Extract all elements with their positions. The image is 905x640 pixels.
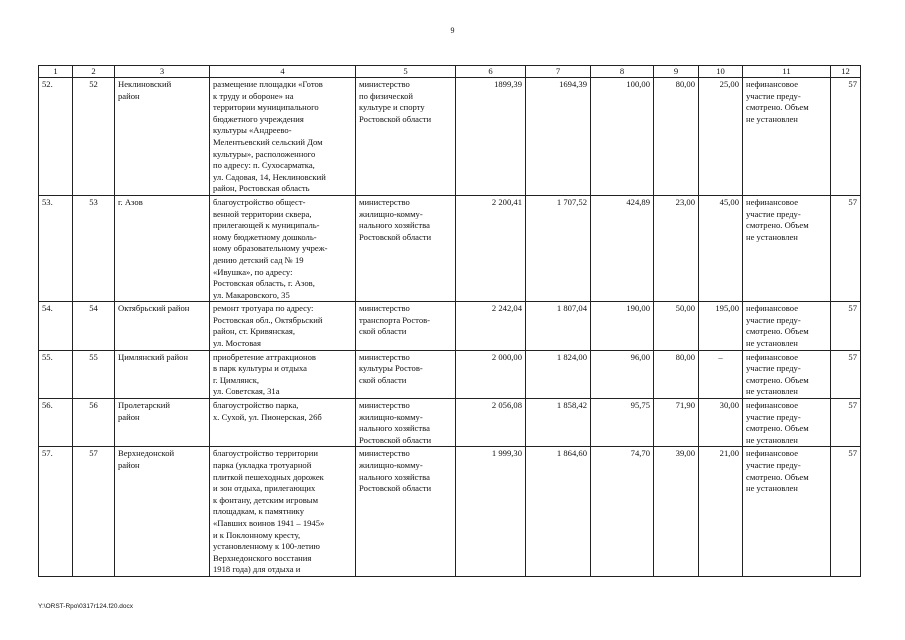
value-col6: 1 999,30 [456,447,526,577]
district-cell: Верхнедонской район [115,447,210,577]
col-header-1: 1 [39,66,73,78]
col12-cell: 57 [831,78,861,196]
col12-cell: 57 [831,195,861,301]
row-number: 57 [73,447,115,577]
value-col7: 1 858,42 [526,399,591,447]
value-col9: 80,00 [654,350,699,398]
value-col6: 2 200,41 [456,195,526,301]
row-index: 56. [39,399,73,447]
row-index: 57. [39,447,73,577]
district-cell: г. Азов [115,195,210,301]
row-index: 52. [39,78,73,196]
value-col9: 80,00 [654,78,699,196]
value-col9: 50,00 [654,302,699,350]
note-cell: нефинансовое участие преду- смотрено. Объем не установлен [743,447,831,577]
col-header-10: 10 [699,66,743,78]
col-header-11: 11 [743,66,831,78]
ministry-cell: министерство жилищно-комму- нального хозяйства Ростовской области [356,195,456,301]
value-col8: 96,00 [591,350,654,398]
value-col10: 195,00 [699,302,743,350]
col-header-8: 8 [591,66,654,78]
row-number: 54 [73,302,115,350]
district-cell: Октябрьский район [115,302,210,350]
row-number: 56 [73,399,115,447]
value-col6: 1899,39 [456,78,526,196]
ministry-cell: министерство жилищно-комму- нального хозяйства Ростовской области [356,399,456,447]
value-col9: 71,90 [654,399,699,447]
projects-table [38,65,861,577]
note-cell: нефинансовое участие преду- смотрено. Объем не установлен [743,195,831,301]
value-col8: 190,00 [591,302,654,350]
note-cell: нефинансовое участие преду- смотрено. Объем не установлен [743,302,831,350]
row-index: 55. [39,350,73,398]
col12-cell: 57 [831,302,861,350]
district-cell: Цимлянский район [115,350,210,398]
object-cell: благоустройство территории парка (укладка тротуарной плиткой пешеходных дорожек и зон отдыха, прилегающих к фонтану, детским игровым площадкам, к памятнику «Павших воинов 1941 – 1945» и к Поклонному кресту, установленному к 100-летию Верхнедонского восстания 1918 года) для отдыха и [210,447,356,577]
col-header-7: 7 [526,66,591,78]
table-row [39,350,861,398]
col-header-9: 9 [654,66,699,78]
value-col8: 95,75 [591,399,654,447]
value-col10: 21,00 [699,447,743,577]
col-header-12: 12 [831,66,861,78]
object-cell: ремонт тротуара по адресу: Ростовская обл., Октябрьский район, ст. Кривянская, ул. Мостовая [210,302,356,350]
value-col7: 1 807,04 [526,302,591,350]
table-row [39,302,861,350]
value-col10: 45,00 [699,195,743,301]
district-cell: Пролетарский район [115,399,210,447]
value-col9: 39,00 [654,447,699,577]
col-header-6: 6 [456,66,526,78]
ministry-cell: министерство по физической культуре и спорту Ростовской области [356,78,456,196]
note-cell: нефинансовое участие преду- смотрено. Объем не установлен [743,78,831,196]
object-cell: благоустройство общест- венной территории сквера, прилегающей к муниципаль- ному бюджетному дошколь- ному образовательному учреж- дению детский сад № 19 «Ивушка», по адресу: Ростовская область, г. Азов, ул. Макаровского, 35 [210,195,356,301]
note-cell: нефинансовое участие преду- смотрено. Объем не установлен [743,399,831,447]
table-row [39,399,861,447]
value-col8: 74,70 [591,447,654,577]
value-col6: 2 056,08 [456,399,526,447]
value-col7: 1694,39 [526,78,591,196]
object-cell: благоустройство парка, х. Сухой, ул. Пионерская, 26б [210,399,356,447]
col-header-2: 2 [73,66,115,78]
ministry-cell: министерство жилищно-комму- нального хозяйства Ростовской области [356,447,456,577]
col-header-3: 3 [115,66,210,78]
col12-cell: 57 [831,399,861,447]
file-path-footer: Y:\ORST-Rpo\0317r124.f20.docx [38,603,134,610]
col-header-5: 5 [356,66,456,78]
value-col10: 25,00 [699,78,743,196]
value-col8: 100,00 [591,78,654,196]
row-number: 53 [73,195,115,301]
value-col6: 2 000,00 [456,350,526,398]
col12-cell: 57 [831,350,861,398]
value-col7: 1 707,52 [526,195,591,301]
table-row [39,195,861,301]
header-row [39,66,861,78]
row-number: 55 [73,350,115,398]
table-row [39,78,861,196]
value-col10: 30,00 [699,399,743,447]
object-cell: размещение площадки «Готов к труду и обороне» на территории муниципального бюджетного учреждения культуры «Андреево- Мелентьевский сельский Дом культуры», расположенного по адресу: п. Сухосарматка, ул. Садовая, 14, Неклиновский район, Ростовская область [210,78,356,196]
col-header-4: 4 [210,66,356,78]
page-number: 9 [450,26,455,35]
row-number: 52 [73,78,115,196]
note-cell: нефинансовое участие преду- смотрено. Объем не установлен [743,350,831,398]
value-col9: 23,00 [654,195,699,301]
col12-cell: 57 [831,447,861,577]
ministry-cell: министерство культуры Ростов- ской области [356,350,456,398]
value-col7: 1 824,00 [526,350,591,398]
district-cell: Неклиновский район [115,78,210,196]
value-col10: – [699,350,743,398]
value-col8: 424,89 [591,195,654,301]
row-index: 54. [39,302,73,350]
value-col7: 1 864,60 [526,447,591,577]
row-index: 53. [39,195,73,301]
ministry-cell: министерство транспорта Ростов- ской области [356,302,456,350]
value-col6: 2 242,04 [456,302,526,350]
object-cell: приобретение аттракционов в парк культуры и отдыха г. Цимлянск, ул. Советская, 31а [210,350,356,398]
table-row [39,447,861,577]
